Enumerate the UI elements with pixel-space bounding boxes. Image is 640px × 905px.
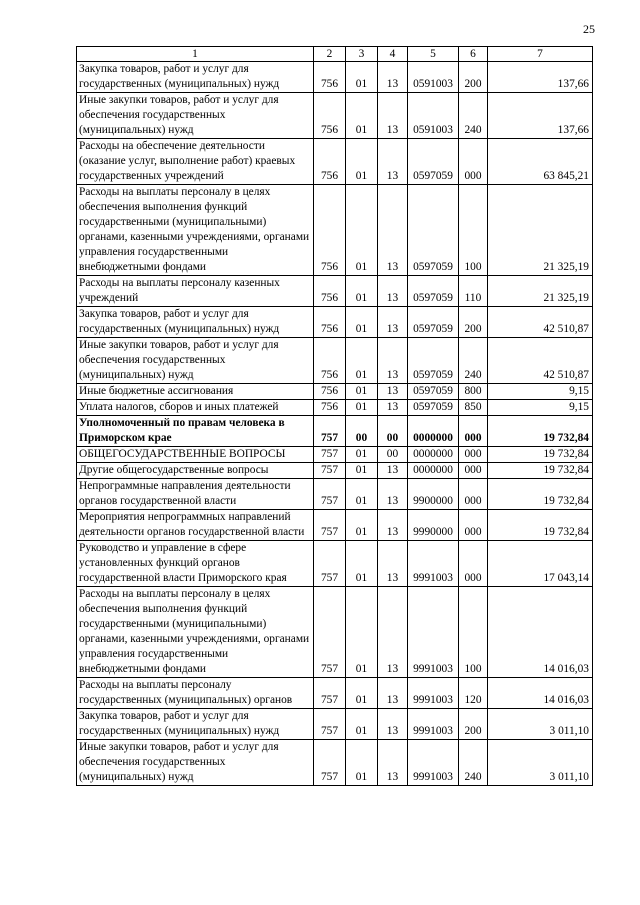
table-row [77,479,593,510]
row-amount-cell: 137,66 [488,62,593,93]
row-section-cell: 00 [346,416,378,447]
row-section-cell: 01 [346,709,378,740]
row-amount-cell: 21 325,19 [488,276,593,307]
row-target-code-cell: 0597059 [408,400,459,416]
row-name-cell: Уполномоченный по правам человека в Приморском крае [77,416,314,447]
table-row [77,678,593,709]
table-row [77,307,593,338]
row-subsection-cell: 13 [378,93,408,139]
row-section-cell: 01 [346,447,378,463]
row-target-code-cell: 0597059 [408,307,459,338]
row-section-cell: 01 [346,400,378,416]
table-body [77,62,593,786]
row-admin-code-cell: 757 [314,479,346,510]
row-admin-code-cell: 757 [314,541,346,587]
column-header: 6 [459,47,488,62]
row-subsection-cell: 13 [378,678,408,709]
row-name-cell: ОБЩЕГОСУДАРСТВЕННЫЕ ВОПРОСЫ [77,447,314,463]
row-name-cell: Расходы на выплаты персоналу государственных (муниципальных) органов [77,678,314,709]
row-admin-code-cell: 757 [314,463,346,479]
row-target-code-cell: 0597059 [408,139,459,185]
row-target-code-cell: 0591003 [408,62,459,93]
table-row [77,276,593,307]
row-admin-code-cell: 756 [314,338,346,384]
row-target-code-cell: 9991003 [408,587,459,678]
row-subsection-cell: 13 [378,185,408,276]
row-amount-cell: 3 011,10 [488,709,593,740]
row-admin-code-cell: 757 [314,510,346,541]
row-amount-cell: 3 011,10 [488,740,593,786]
table-row [77,139,593,185]
row-admin-code-cell: 757 [314,587,346,678]
table-row [77,740,593,786]
row-amount-cell: 19 732,84 [488,447,593,463]
row-amount-cell: 14 016,03 [488,587,593,678]
row-target-code-cell: 9991003 [408,740,459,786]
row-target-code-cell: 0597059 [408,384,459,400]
row-subsection-cell: 13 [378,307,408,338]
row-expense-type-cell: 850 [459,400,488,416]
row-section-cell: 01 [346,678,378,709]
page-number: 25 [583,22,595,36]
row-section-cell: 01 [346,338,378,384]
budget-table [76,46,593,786]
row-section-cell: 01 [346,93,378,139]
row-target-code-cell: 0000000 [408,463,459,479]
row-target-code-cell: 9991003 [408,709,459,740]
table-row [77,463,593,479]
row-target-code-cell: 9990000 [408,510,459,541]
row-name-cell: Другие общегосударственные вопросы [77,463,314,479]
row-subsection-cell: 13 [378,479,408,510]
row-target-code-cell: 0597059 [408,338,459,384]
row-target-code-cell: 0000000 [408,416,459,447]
row-subsection-cell: 13 [378,463,408,479]
table-row [77,93,593,139]
row-section-cell: 01 [346,587,378,678]
row-target-code-cell: 9900000 [408,479,459,510]
row-subsection-cell: 13 [378,510,408,541]
table-row [77,447,593,463]
table-row [77,384,593,400]
row-amount-cell: 19 732,84 [488,416,593,447]
row-admin-code-cell: 756 [314,185,346,276]
table-row [77,185,593,276]
row-target-code-cell: 0597059 [408,185,459,276]
row-amount-cell: 9,15 [488,400,593,416]
row-target-code-cell: 9991003 [408,541,459,587]
row-expense-type-cell: 000 [459,416,488,447]
row-section-cell: 01 [346,510,378,541]
row-expense-type-cell: 000 [459,463,488,479]
row-subsection-cell: 13 [378,587,408,678]
row-target-code-cell: 0597059 [408,276,459,307]
row-target-code-cell: 0591003 [408,93,459,139]
row-section-cell: 01 [346,740,378,786]
row-expense-type-cell: 100 [459,587,488,678]
row-admin-code-cell: 757 [314,709,346,740]
table-row [77,587,593,678]
row-amount-cell: 42 510,87 [488,338,593,384]
row-name-cell: Иные закупки товаров, работ и услуг для обеспечения государственных (муниципальных) нужд [77,338,314,384]
row-name-cell: Иные закупки товаров, работ и услуг для обеспечения государственных (муниципальных) нужд [77,93,314,139]
row-section-cell: 01 [346,62,378,93]
row-section-cell: 01 [346,307,378,338]
row-section-cell: 01 [346,185,378,276]
row-expense-type-cell: 100 [459,185,488,276]
row-expense-type-cell: 000 [459,447,488,463]
row-amount-cell: 21 325,19 [488,185,593,276]
row-subsection-cell: 00 [378,447,408,463]
row-subsection-cell: 13 [378,709,408,740]
row-expense-type-cell: 120 [459,678,488,709]
row-section-cell: 01 [346,479,378,510]
table-row [77,338,593,384]
row-expense-type-cell: 240 [459,338,488,384]
row-name-cell: Закупка товаров, работ и услуг для государственных (муниципальных) нужд [77,307,314,338]
row-subsection-cell: 13 [378,400,408,416]
row-expense-type-cell: 200 [459,307,488,338]
row-name-cell: Иные бюджетные ассигнования [77,384,314,400]
row-section-cell: 01 [346,463,378,479]
row-amount-cell: 19 732,84 [488,463,593,479]
table-row [77,510,593,541]
row-admin-code-cell: 757 [314,447,346,463]
column-header: 4 [378,47,408,62]
row-section-cell: 01 [346,139,378,185]
row-section-cell: 01 [346,541,378,587]
row-admin-code-cell: 756 [314,93,346,139]
row-target-code-cell: 9991003 [408,678,459,709]
row-name-cell: Иные закупки товаров, работ и услуг для обеспечения государственных (муниципальных) нужд [77,740,314,786]
row-subsection-cell: 13 [378,139,408,185]
row-amount-cell: 63 845,21 [488,139,593,185]
row-expense-type-cell: 240 [459,93,488,139]
row-subsection-cell: 13 [378,541,408,587]
row-amount-cell: 137,66 [488,93,593,139]
column-header: 5 [408,47,459,62]
row-amount-cell: 19 732,84 [488,479,593,510]
row-name-cell: Расходы на выплаты персоналу в целях обеспечения выполнения функций государственными (муниципальными) органами, казенными учреждениями, органами управления государственными внебюджетными фондами [77,185,314,276]
row-section-cell: 01 [346,384,378,400]
row-expense-type-cell: 000 [459,541,488,587]
row-admin-code-cell: 757 [314,416,346,447]
row-amount-cell: 42 510,87 [488,307,593,338]
row-name-cell: Закупка товаров, работ и услуг для государственных (муниципальных) нужд [77,709,314,740]
row-name-cell: Расходы на выплаты персоналу казенных учреждений [77,276,314,307]
row-subsection-cell: 13 [378,740,408,786]
row-expense-type-cell: 240 [459,740,488,786]
table-row [77,709,593,740]
row-admin-code-cell: 756 [314,400,346,416]
table-row [77,62,593,93]
row-admin-code-cell: 756 [314,307,346,338]
row-expense-type-cell: 200 [459,62,488,93]
row-expense-type-cell: 000 [459,479,488,510]
column-header: 7 [488,47,593,62]
row-admin-code-cell: 757 [314,678,346,709]
row-expense-type-cell: 000 [459,510,488,541]
column-header: 2 [314,47,346,62]
row-amount-cell: 17 043,14 [488,541,593,587]
row-name-cell: Уплата налогов, сборов и иных платежей [77,400,314,416]
table-row [77,416,593,447]
table-header-row [77,47,593,62]
row-name-cell: Мероприятия непрограммных направлений деятельности органов государственной власти [77,510,314,541]
row-admin-code-cell: 756 [314,276,346,307]
row-name-cell: Расходы на выплаты персоналу в целях обеспечения выполнения функций государственными (муниципальными) органами, казенными учреждениями, органами управления государственными внебюджетными фондами [77,587,314,678]
row-name-cell: Расходы на обеспечение деятельности (оказание услуг, выполнение работ) краевых государственных учреждений [77,139,314,185]
table-row [77,541,593,587]
row-subsection-cell: 13 [378,276,408,307]
table-row [77,400,593,416]
row-expense-type-cell: 200 [459,709,488,740]
row-amount-cell: 9,15 [488,384,593,400]
row-amount-cell: 19 732,84 [488,510,593,541]
row-target-code-cell: 0000000 [408,447,459,463]
row-section-cell: 01 [346,276,378,307]
row-admin-code-cell: 757 [314,740,346,786]
row-subsection-cell: 13 [378,338,408,384]
row-expense-type-cell: 800 [459,384,488,400]
row-subsection-cell: 13 [378,62,408,93]
row-expense-type-cell: 110 [459,276,488,307]
row-admin-code-cell: 756 [314,384,346,400]
row-admin-code-cell: 756 [314,139,346,185]
column-header: 1 [77,47,314,62]
row-amount-cell: 14 016,03 [488,678,593,709]
row-admin-code-cell: 756 [314,62,346,93]
row-subsection-cell: 13 [378,384,408,400]
column-header: 3 [346,47,378,62]
row-name-cell: Закупка товаров, работ и услуг для государственных (муниципальных) нужд [77,62,314,93]
row-expense-type-cell: 000 [459,139,488,185]
row-subsection-cell: 00 [378,416,408,447]
row-name-cell: Непрограммные направления деятельности органов государственной власти [77,479,314,510]
row-name-cell: Руководство и управление в сфере установленных функций органов государственной власти Приморского края [77,541,314,587]
